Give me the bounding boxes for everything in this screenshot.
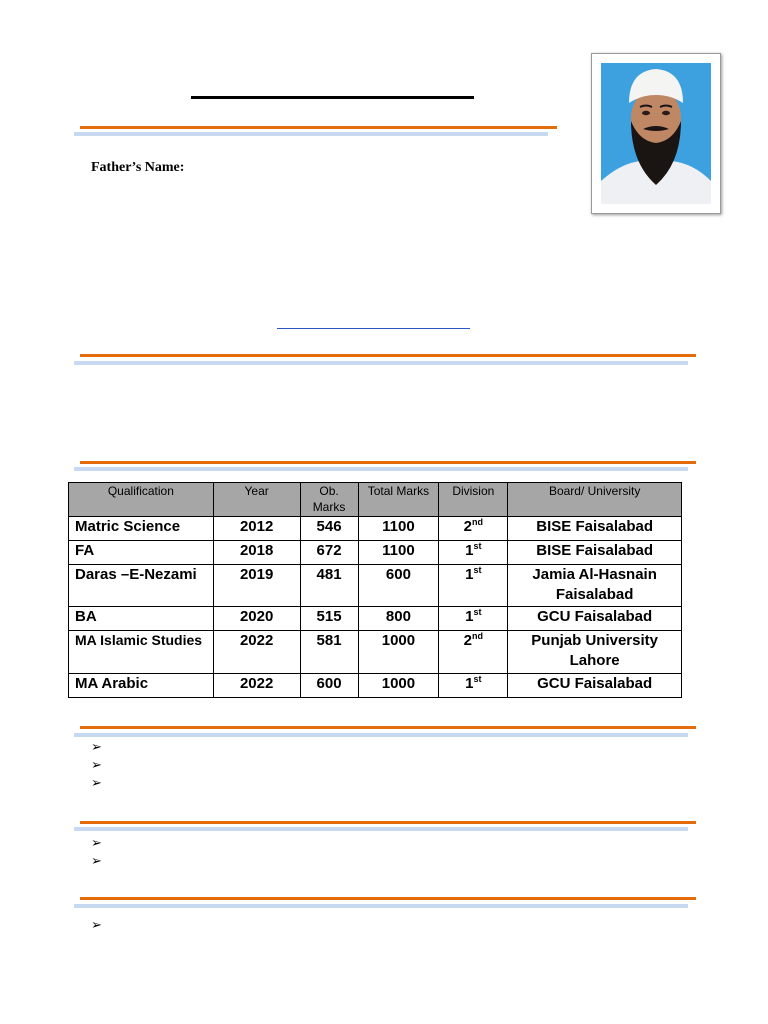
- header-year: Year: [213, 483, 300, 517]
- cell-qualification: MA Arabic: [69, 674, 214, 698]
- profile-photo-image: [601, 63, 711, 204]
- bullet-arrow-icon: ➢: [91, 835, 102, 850]
- cell-total: 600: [358, 565, 439, 607]
- cell-year: 2022: [213, 674, 300, 698]
- email-link[interactable]: [277, 328, 470, 329]
- cell-division: 1st: [439, 674, 508, 698]
- cell-obtained: 672: [300, 541, 358, 565]
- cell-year: 2019: [213, 565, 300, 607]
- cell-year: 2020: [213, 607, 300, 631]
- cell-board: Jamia Al-Hasnain Faisalabad: [508, 565, 682, 607]
- cell-board: GCU Faisalabad: [508, 674, 682, 698]
- table-row: [69, 674, 682, 698]
- cell-board: BISE Faisalabad: [508, 541, 682, 565]
- cell-division: 2nd: [439, 631, 508, 674]
- section-rule-orange: [80, 126, 557, 129]
- cell-obtained: 515: [300, 607, 358, 631]
- cell-total: 1000: [358, 674, 439, 698]
- section-rule-blue: [74, 733, 688, 737]
- section-rule-blue: [74, 904, 688, 908]
- section-rule-orange: [80, 897, 696, 900]
- cell-qualification: MA Islamic Studies: [69, 631, 214, 674]
- section-rule-blue: [74, 827, 688, 831]
- bullet-arrow-icon: ➢: [91, 757, 102, 772]
- header-qualification: Qualification: [69, 483, 214, 517]
- name-underline: [191, 96, 474, 99]
- cell-obtained: 581: [300, 631, 358, 674]
- cell-qualification: Matric Science: [69, 517, 214, 541]
- section-rule-blue: [74, 132, 548, 136]
- table-row: [69, 541, 682, 565]
- section-rule-orange: [80, 726, 696, 729]
- cell-board: BISE Faisalabad: [508, 517, 682, 541]
- section-rule-orange: [80, 461, 696, 464]
- profile-photo: [591, 53, 721, 214]
- header-total-marks: Total Marks: [358, 483, 439, 517]
- cell-division: 1st: [439, 541, 508, 565]
- bullet-arrow-icon: ➢: [91, 917, 102, 932]
- cell-division: 1st: [439, 607, 508, 631]
- cell-year: 2022: [213, 631, 300, 674]
- header-board-university: Board/ University: [508, 483, 682, 517]
- bullet-arrow-icon: ➢: [91, 853, 102, 868]
- header-division: Division: [439, 483, 508, 517]
- cell-total: 800: [358, 607, 439, 631]
- section-rule-orange: [80, 821, 696, 824]
- table-row: [69, 565, 682, 607]
- fathers-name-label: Father’s Name:: [91, 160, 185, 175]
- cell-division: 2nd: [439, 517, 508, 541]
- section-rule-blue: [74, 467, 688, 471]
- cell-year: 2018: [213, 541, 300, 565]
- cell-obtained: 481: [300, 565, 358, 607]
- cell-obtained: 546: [300, 517, 358, 541]
- cell-board: Punjab University Lahore: [508, 631, 682, 674]
- cell-year: 2012: [213, 517, 300, 541]
- cell-qualification: FA: [69, 541, 214, 565]
- bullet-arrow-icon: ➢: [91, 775, 102, 790]
- cell-division: 1st: [439, 565, 508, 607]
- table-header-row: [69, 483, 682, 517]
- cell-obtained: 600: [300, 674, 358, 698]
- header-obtained-marks: Ob. Marks: [300, 483, 358, 517]
- cell-total: 1100: [358, 517, 439, 541]
- section-rule-orange: [80, 354, 696, 357]
- table-row: [69, 517, 682, 541]
- table-row: [69, 631, 682, 674]
- cell-total: 1000: [358, 631, 439, 674]
- education-table: [68, 482, 682, 698]
- cell-qualification: Daras –E-Nezami: [69, 565, 214, 607]
- section-rule-blue: [74, 361, 688, 365]
- bullet-arrow-icon: ➢: [91, 739, 102, 754]
- cell-board: GCU Faisalabad: [508, 607, 682, 631]
- table-row: [69, 607, 682, 631]
- cell-total: 1100: [358, 541, 439, 565]
- cell-qualification: BA: [69, 607, 214, 631]
